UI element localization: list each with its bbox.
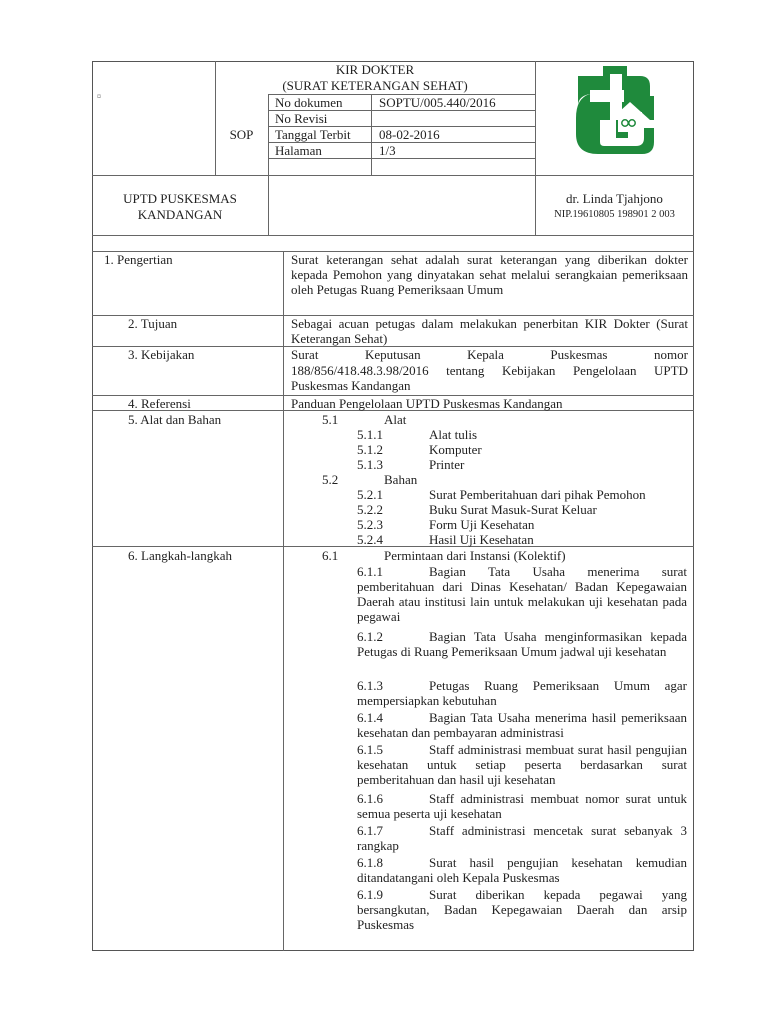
revision-label: No Revisi [275,111,328,126]
item-number: 5.1.2 [357,442,383,457]
subsection-number: 6.1 [322,548,339,563]
document-subtitle: (SURAT KETERANGAN SEHAT) [282,78,468,93]
section-label-langkah: 6. Langkah-langkah [128,548,232,563]
step-number: 6.1.8 [357,855,383,870]
body-column-divider [283,251,284,951]
word: Keputusan [364,347,421,362]
section-text-pengertian: Surat keterangan sehat adalah surat keterangan yang diberikan dokter kepada Pemohon yang dinyatakan sehat melalui serangkaian pemeriksaan oleh Petugas Ruang Pemeriksaan Umum [291,252,688,297]
word: nomor [654,347,688,362]
row-divider [92,546,694,547]
signer-name: dr. Linda Tjahjono [566,191,663,206]
section-text-kebijakan-rest: 188/856/418.48.3.98/2016 tentang Kebijakan Pengelolaan UPTD Puskesmas Kandangan [291,363,688,393]
section-label-pengertian: 1. Pengertian [104,252,173,267]
item-number: 5.1.3 [357,457,383,472]
puskesmas-logo [570,62,660,156]
step-text: Bagian Tata Usaha menginformasikan kepada Petugas di Ruang Pemeriksaan Umum jadwal uji kesehatan [357,629,687,659]
subsection-title-kolektif: Permintaan dari Instansi (Kolektif) [384,548,566,563]
doc-number-label: No dokumen [275,95,343,110]
item-number: 5.2.1 [357,487,383,502]
step-number: 6.1.9 [357,887,383,902]
header-divider [268,175,269,236]
step-number: 6.1.1 [357,564,383,579]
issue-date-label: Tanggal Terbit [275,127,351,142]
word: Surat [291,347,319,362]
step-number: 6.1.2 [357,629,383,644]
section-text-tujuan: Sebagai acuan petugas dalam melakukan penerbitan KIR Dokter (Surat Keterangan Sehat) [291,316,688,346]
step-text: Bagian Tata Usaha menerima hasil pemeriksaan kesehatan dan pembayaran administrasi [357,710,687,740]
corner-mark: ¤ [97,92,101,101]
header-divider [92,175,694,176]
logo-mark [576,66,654,154]
item-text: Hasil Uji Kesehatan [429,532,534,547]
section-label-tujuan: 2. Tujuan [128,316,178,331]
subsection-title-bahan: Bahan [384,472,418,487]
page-value: 1/3 [379,143,396,158]
header-divider [268,94,269,175]
sop-label: SOP [229,127,254,142]
section-text-kebijakan-line1 [291,347,688,362]
subsection-title-alat: Alat [384,412,407,427]
step-number: 6.1.6 [357,791,383,806]
step-number: 6.1.4 [357,710,383,725]
item-number: 5.2.3 [357,517,383,532]
step-text: Bagian Tata Usaha menerima surat pemberitahuan dari Dinas Kesehatan/ Badan Kepegawaian Daerah atau institusi lain untuk melakukan uji kesehatan pada pegawai [357,564,687,624]
step-number: 6.1.7 [357,823,383,838]
step-text: Staff administrasi membuat surat hasil pengujian kesehatan untuk setiap peserta berdasarkan surat pemberitahuan dan hasil uji kesehatan [357,742,687,787]
item-text: Komputer [429,442,482,457]
org-name-line1: UPTD PUSKESMAS [123,191,237,206]
step-text: Staff administrasi membuat nomor surat untuk semua peserta uji kesehatan [357,791,687,821]
header-divider [371,94,372,175]
item-number: 5.2.4 [357,532,383,547]
org-name-line2: KANDANGAN [137,207,223,222]
item-number: 5.2.2 [357,502,383,517]
item-text: Alat tulis [429,427,478,442]
item-text: Surat Pemberitahuan dari pihak Pemohon [429,487,646,502]
subsection-number: 5.1 [322,412,339,427]
document-title: KIR DOKTER [335,62,415,77]
step-number: 6.1.3 [357,678,383,693]
item-text: Form Uji Kesehatan [429,517,535,532]
step-text: Petugas Ruang Pemeriksaan Umum agar mempersiapkan kebutuhan [357,678,687,708]
header-divider [268,158,536,159]
issue-date-value: 08-02-2016 [379,127,440,142]
doc-number-value: SOPTU/005.440/2016 [379,95,496,110]
word: Puskesmas [550,347,608,362]
step-number: 6.1.5 [357,742,383,757]
section-label-kebijakan: 3. Kebijakan [128,347,195,362]
item-text: Buku Surat Masuk-Surat Keluar [429,502,597,517]
word: Kepala [467,347,504,362]
header-divider [92,235,694,236]
step-text: Staff administrasi mencetak surat sebanyak 3 rangkap [357,823,687,853]
section-text-referensi: Panduan Pengelolaan UPTD Puskesmas Kandangan [291,396,563,411]
section-label-alat-bahan: 5. Alat dan Bahan [128,412,222,427]
item-text: Printer [429,457,465,472]
item-number: 5.1.1 [357,427,383,442]
subsection-number: 5.2 [322,472,339,487]
page-label: Halaman [275,143,322,158]
signer-nip: NIP.19610805 198901 2 003 [554,209,675,220]
step-text: Surat diberikan kepada pegawai yang bersangkutan, Badan Kepegawaian Daerah dan arsip Puskesmas [357,887,687,932]
step-text: Surat hasil pengujian kesehatan kemudian ditandatangani oleh Kepala Puskesmas [357,855,687,885]
section-label-referensi: 4. Referensi [128,396,191,411]
